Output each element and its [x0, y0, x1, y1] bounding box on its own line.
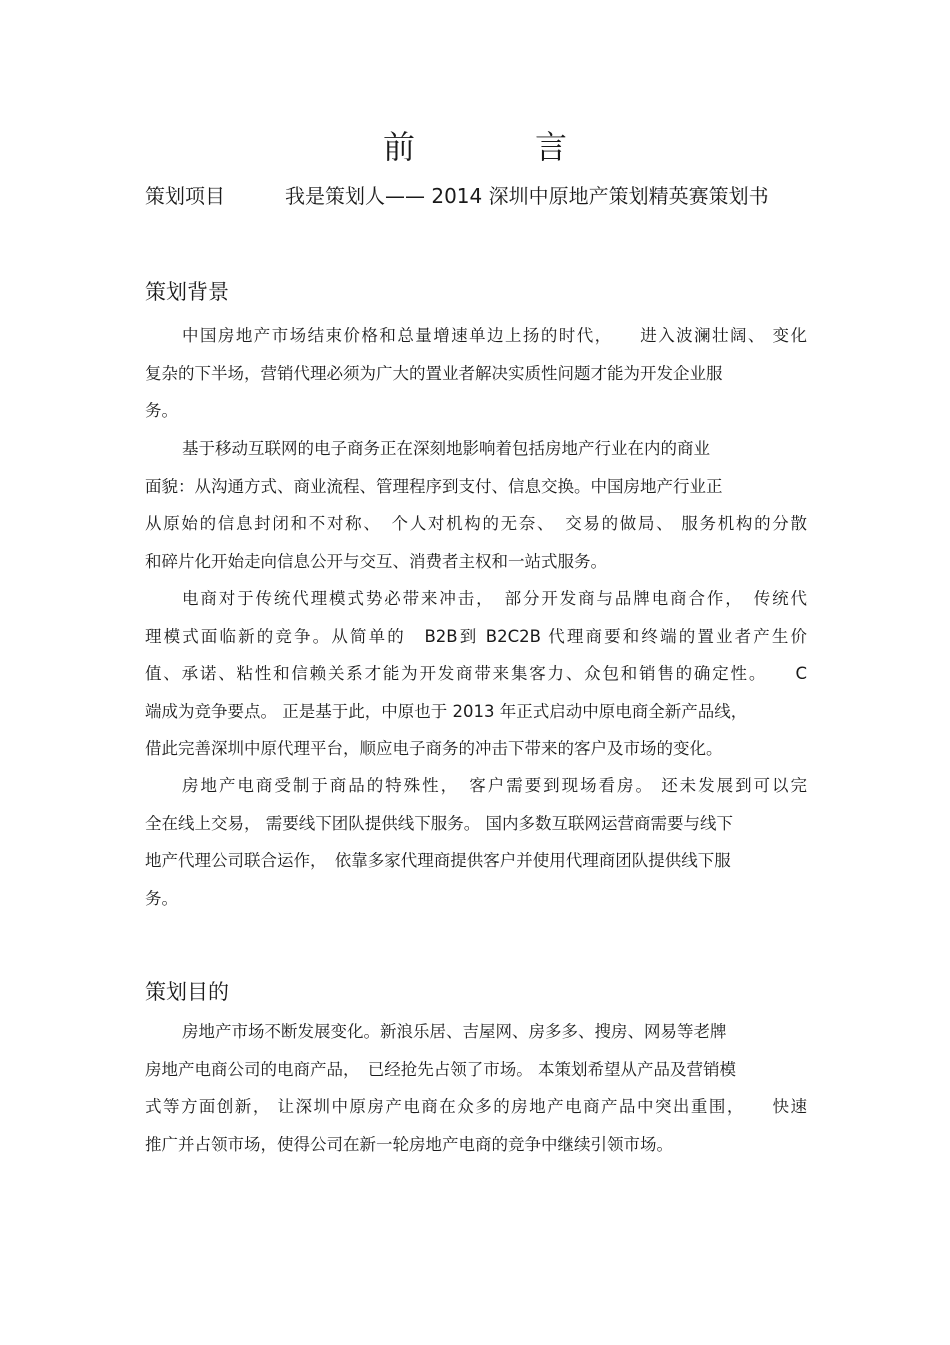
page-title: 前 言 [382, 128, 611, 166]
text-line: 值、承诺、粘性和信赖关系才能为开发商带来集客力、众包和销售的确定性。 C [145, 664, 807, 683]
text-line: 理模式面临新的竞争。从简单的 B2B到 B2C2B 代理商要和终端的置业者产生价 [145, 626, 807, 646]
paragraph [145, 1013, 807, 1163]
text-line: 全在线上交易， 需要线下团队提供线下服务。 国内多数互联网运营商需要与线下 [145, 813, 733, 833]
section-heading-background: 策划背景 [145, 280, 229, 304]
text-line: 房地产市场不断发展变化。新浪乐居、吉屋网、房多多、搜房、网易等老牌 [182, 1022, 727, 1041]
text-line: 借此完善深圳中原代理平台，顺应电子商务的冲击下带来的客户及市场的变化。 [145, 739, 723, 758]
project-line [145, 180, 825, 209]
section-heading-purpose: 策划目的 [145, 980, 229, 1004]
text-line: 复杂的下半场，营销代理必须为广大的置业者解决实质性问题才能为开发企业服 [145, 363, 723, 383]
paragraph [145, 580, 807, 768]
text-line: 中国房地产市场结束价格和总量增速单边上扬的时代， 进入波澜壮阔、 变化 [182, 326, 807, 345]
text-line: 面貌：从沟通方式、商业流程、管理程序到支付、信息交换。中国房地产行业正 [145, 476, 723, 496]
paragraph [145, 767, 807, 917]
text-line: 房地产电商受制于商品的特殊性， 客户需要到现场看房。 还未发展到可以完 [182, 776, 807, 795]
project-value: 我是策划人—— 2014 深圳中原地产策划精英赛策划书 [285, 184, 769, 208]
text-line: 房地产电商公司的电商产品， 已经抢先占领了市场。 本策划希望从产品及营销模 [145, 1059, 736, 1079]
text-line: 务。 [145, 888, 178, 908]
text-line: 端成为竞争要点。 正是基于此，中原也于 2013 年正式启动中原电商全新产品线， [145, 701, 748, 721]
text-line: 务。 [145, 401, 178, 420]
text-line: 地产代理公司联合运作， 依靠多家代理商提供客户并使用代理商团队提供线下服 [145, 851, 731, 870]
text-line: 推广并占领市场，使得公司在新一轮房地产电商的竞争中继续引领市场。 [145, 1134, 673, 1154]
text-line: 式等方面创新， 让深圳中原房产电商在众多的房地产电商产品中突出重围， 快速 [145, 1097, 807, 1116]
text-line: 和碎片化开始走向信息公开与交互、消费者主权和一站式服务。 [145, 551, 607, 571]
text-line: 基于移动互联网的电子商务正在深刻地影响着包括房地产行业在内的商业 [182, 439, 710, 458]
paragraph [145, 430, 807, 580]
text-line: 从原始的信息封闭和不对称、 个人对机构的无奈、 交易的做局、 服务机构的分散 [145, 514, 807, 533]
paragraph [145, 317, 807, 430]
text-line: 电商对于传统代理模式势必带来冲击， 部分开发商与品牌电商合作， 传统代 [182, 589, 807, 608]
project-label: 策划项目 [145, 184, 225, 208]
